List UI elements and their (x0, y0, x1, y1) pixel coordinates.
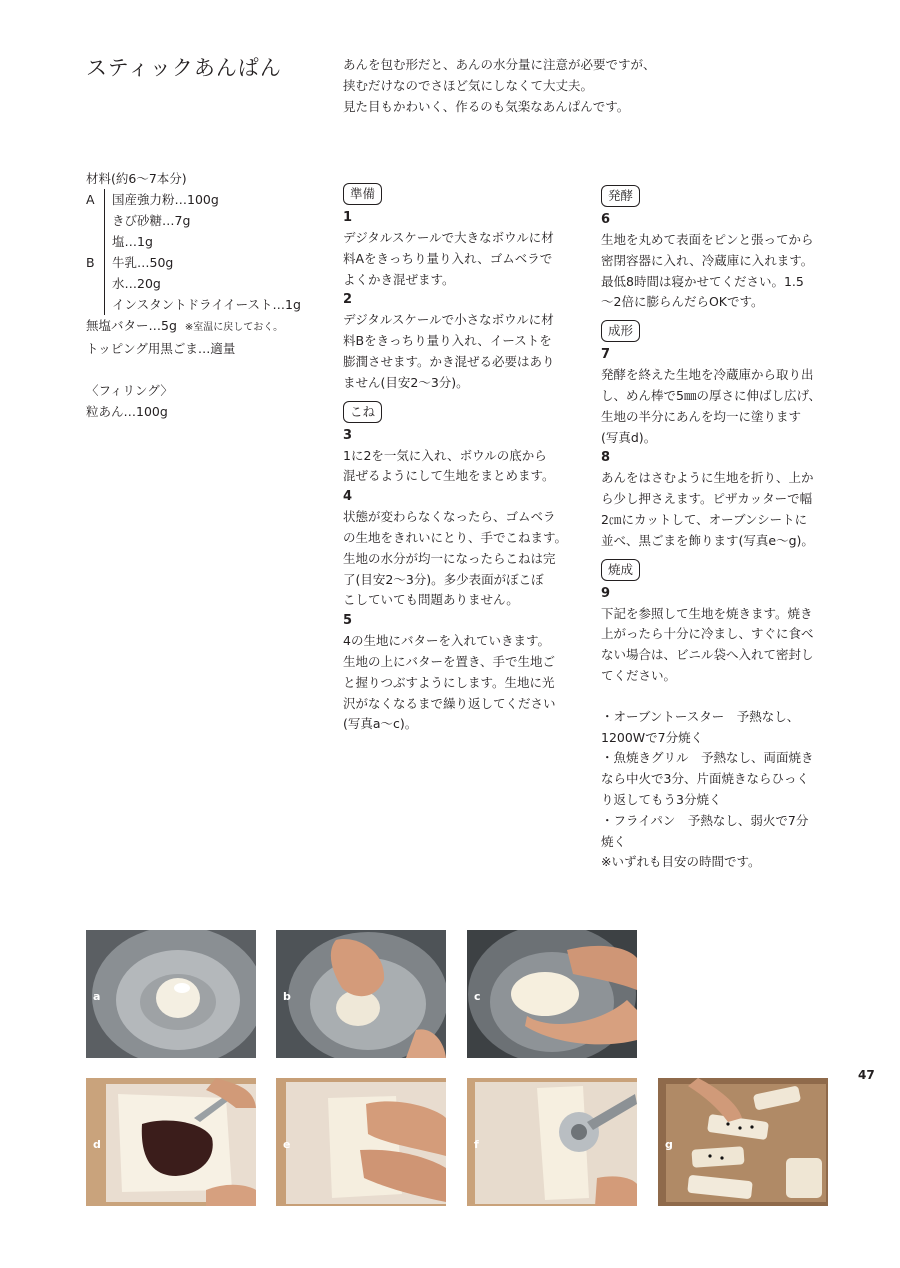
bake-method-line: ・フライパン 予熱なし、弱火で7分 (601, 812, 809, 828)
step-text (343, 507, 575, 611)
step-line: 状態が変わらなくなったら、ゴムベラ (343, 509, 556, 525)
ingredient-item: 塩…1g (112, 234, 153, 249)
bake-method-line: ※いずれも目安の時間です。 (601, 854, 761, 870)
step-number: 9 (601, 585, 611, 601)
intro-line: あんを包む形だと、あんの水分量に注意が必要ですが、 (343, 57, 656, 72)
recipe-title: スティックあんぱん (86, 56, 282, 80)
step-line: 4の生地にバターを入れていきます。 (343, 633, 550, 649)
step-line: 最低8時間は寝かせてください。1.5 (601, 273, 804, 289)
step-line: あんをはさむように生地を折り、上か (601, 470, 814, 486)
step-line: 料Aをきっちり量り入れ、ゴムベラで (343, 250, 553, 266)
step-number: 5 (343, 613, 353, 629)
section-label-knead: こね (343, 401, 382, 423)
group-label: A (86, 192, 95, 207)
step-line: ない場合は、ビニル袋へ入れて密封し (601, 647, 814, 663)
step-line: 了(目安2〜3分)。多少表面がぼこぼ (343, 571, 544, 587)
step-text (343, 446, 575, 488)
step-line: 発酵を終えた生地を冷蔵庫から取り出 (601, 367, 814, 383)
filling-item: 粒あん…100g (86, 404, 168, 419)
step-line: 料Bをきっちり量り入れ、イーストを (343, 333, 552, 349)
ingredient-item: 国産強力粉…100g (112, 192, 219, 207)
ingredient-item: 水…20g (112, 276, 161, 291)
bake-method-line: 焼く (601, 833, 627, 849)
photo-a (86, 930, 256, 1058)
filling-header: 〈フィリング〉 (86, 383, 173, 398)
photo-f (467, 1078, 637, 1206)
step-line: 膨潤させます。かき混ぜる必要はあり (343, 353, 555, 369)
step-line: デジタルスケールで大きなボウルに材 (343, 230, 554, 245)
photo-b (276, 930, 446, 1058)
step-line: 1に2を一気に入れ、ボウルの底から (343, 447, 547, 463)
step-number: 6 (601, 212, 611, 227)
step-line: 生地を丸めて表面をピンと張ってから (601, 232, 814, 247)
step-text (601, 604, 833, 687)
butter-text: 無塩バター…5g (86, 318, 177, 333)
step-line: と握りつぶすようにします。生地に光 (343, 674, 555, 690)
photo-label: g (665, 1138, 673, 1151)
ingredient-item: インスタントドライイースト…1g (112, 297, 301, 312)
step-line: 2㎝にカットして、オーブンシートに (601, 511, 808, 527)
step-line: 沢がなくなるまで繰り返してください (343, 695, 556, 711)
step-line: 〜2倍に膨らんだらOKです。 (601, 294, 764, 310)
step-line: (写真a〜c)。 (343, 716, 418, 732)
photo-d (86, 1078, 256, 1206)
bake-method-line: り返してもう3分焼く (601, 791, 722, 807)
photo-e (276, 1078, 446, 1206)
step-line: 下記を参照して生地を焼きます。焼き (601, 605, 813, 621)
ingredient-group-a (86, 189, 331, 252)
intro-text (343, 54, 773, 117)
step-number: 8 (601, 450, 611, 466)
bake-method-line: なら中火で3分、片面焼きならひっく (601, 771, 809, 787)
step-number: 3 (343, 427, 353, 443)
ingredient-topping: トッピング用黒ごま…適量 (86, 341, 236, 356)
step-line: ません(目安2〜3分)。 (343, 374, 469, 390)
bake-method-line: 1200Wで7分焼く (601, 729, 704, 745)
step-text (343, 310, 575, 393)
step-line: 混ぜるようにして生地をまとめます。 (343, 468, 555, 484)
section-label-shape: 成形 (601, 320, 640, 342)
ingredient-butter (86, 315, 331, 338)
ingredients-list (86, 168, 331, 422)
step-line: デジタルスケールで小さなボウルに材 (343, 312, 554, 328)
butter-note: ※室温に戻しておく。 (184, 322, 284, 333)
bake-method-line: ・オーブントースター 予熱なし、 (601, 708, 800, 724)
photo-g (658, 1078, 828, 1206)
step-number: 1 (343, 210, 353, 225)
step-text (343, 631, 575, 735)
bake-method-line: ・魚焼きグリル 予熱なし、両面焼き (601, 750, 814, 766)
step-line: てください。 (601, 667, 677, 683)
step-line: 生地の水分が均一になったらこねは完 (343, 550, 556, 566)
step-line: し、めん棒で5㎜の厚さに伸ばし広げ、 (601, 387, 821, 403)
step-line: 密閉容器に入れ、冷蔵庫に入れます。 (601, 252, 814, 268)
photo-c (467, 930, 637, 1058)
step-line: 上がったら十分に冷まし、すぐに食べ (601, 626, 814, 642)
section-label-prep: 準備 (343, 183, 382, 205)
group-label: B (86, 255, 95, 270)
ingredients-header: 材料(約6〜7本分) (86, 171, 187, 186)
step-text (601, 468, 833, 551)
photo-label: d (93, 1138, 101, 1151)
photo-label: b (283, 990, 291, 1003)
step-text (601, 365, 833, 448)
photo-label: f (474, 1138, 479, 1151)
step-line: こしていても問題ありません。 (343, 592, 519, 608)
intro-line: 挟むだけなのでさほど気にしなくて大丈夫。 (343, 78, 594, 93)
section-label-bake: 焼成 (601, 559, 640, 581)
steps-column-right (601, 184, 833, 873)
ingredient-item: きび砂糖…7g (112, 213, 191, 228)
step-line: 生地の半分にあんを均一に塗ります (601, 408, 802, 424)
bake-methods (601, 707, 833, 873)
page-number: 47 (858, 1068, 875, 1082)
step-text (343, 228, 575, 290)
step-number: 4 (343, 489, 353, 505)
photo-label: a (93, 990, 101, 1003)
photo-label: e (283, 1138, 291, 1151)
ingredient-item: 牛乳…50g (112, 255, 174, 270)
step-line: 生地の上にバターを置き、手で生地ご (343, 653, 556, 669)
step-number: 7 (601, 347, 611, 363)
step-line: ら少し押さえます。ピザカッターで幅 (601, 491, 813, 507)
steps-column-middle (343, 182, 575, 735)
step-line: 並べ、黒ごまを飾ります(写真e〜g)。 (601, 532, 814, 548)
photo-label: c (474, 990, 481, 1003)
step-text (601, 230, 833, 313)
step-number: 2 (343, 292, 353, 308)
step-line: よくかき混ぜます。 (343, 271, 455, 287)
section-label-ferment: 発酵 (601, 185, 640, 207)
intro-line: 見た目もかわいく、作るのも気楽なあんぱんです。 (343, 99, 630, 114)
step-line: の生地をきれいにとり、手でこねます。 (343, 529, 568, 545)
ingredient-group-b (86, 252, 331, 315)
step-line: (写真d)。 (601, 429, 657, 445)
